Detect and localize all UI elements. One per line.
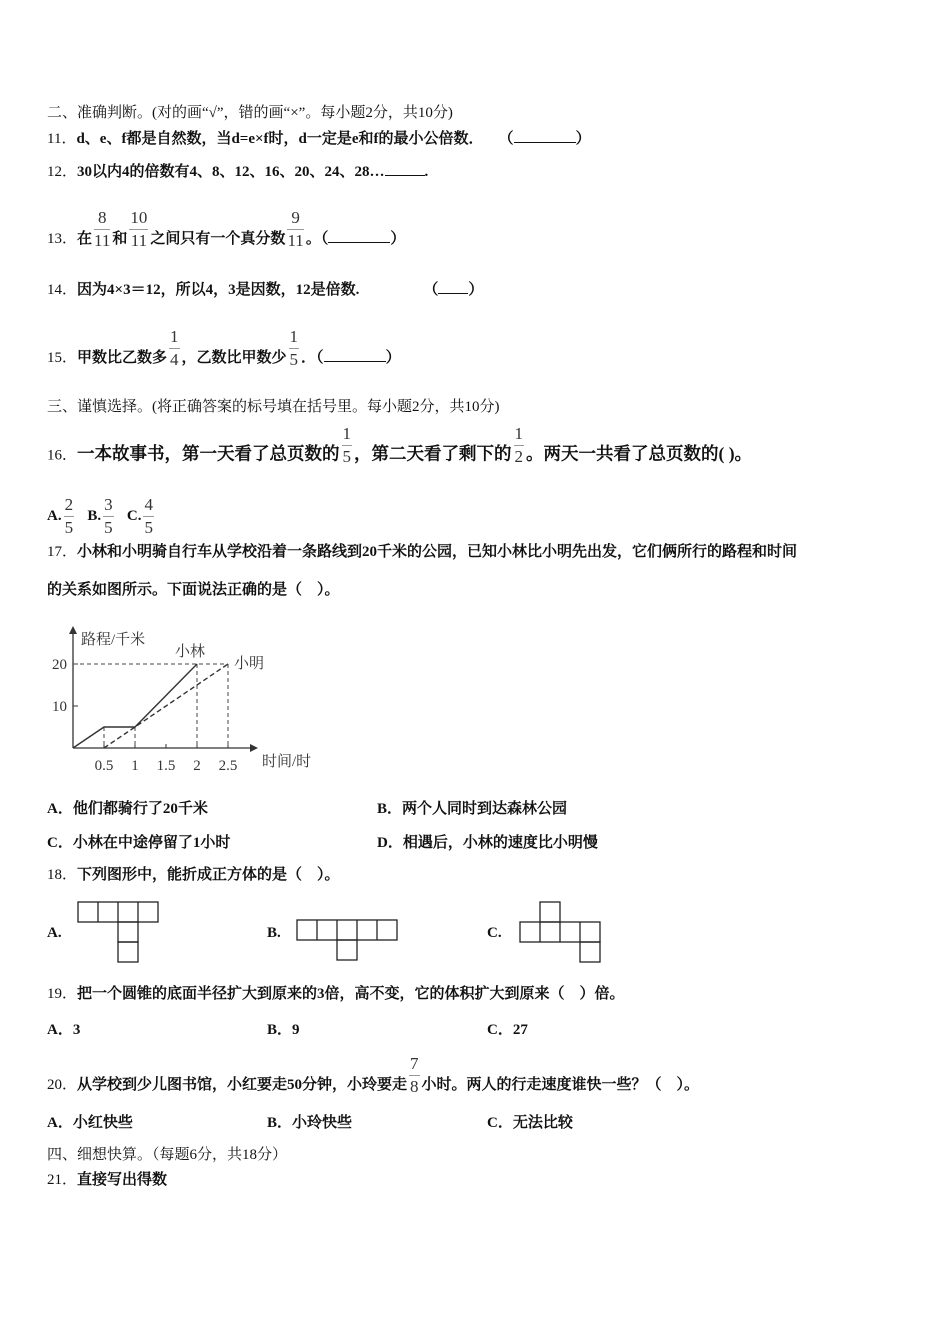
q-number: 11． [47,131,77,147]
fraction: $\frac{1}{5}$ [289,327,299,369]
answer-blank[interactable] [438,279,468,294]
q18-option-a[interactable]: A. [47,925,62,941]
question-13 [47,208,406,260]
question-18 [47,865,340,885]
q-number: 21． [47,1172,78,1188]
answer-blank[interactable] [328,228,390,243]
section-2-title: 二、准确判断。(对的画“√”，错的画“×”。每小题2分，共10分) [47,105,453,121]
q17-option-d[interactable]: D．相遇后，小林的速度比小明慢 [377,835,598,851]
question-14 [47,279,483,300]
y-axis-label: 路程/千米 [81,632,146,648]
q-number: 12． [47,164,78,180]
fraction: $\frac{1}{5}$ [342,424,352,466]
q-text: 因为4×3＝12，所以4，3是因数，12是倍数. [77,282,360,298]
fraction: $\frac{2}{5}$ [64,495,74,537]
q-text: 从学校到少儿图书馆，小红要走50分钟，小玲要走 [77,1076,408,1093]
section-4-title: 四、细想快算。（每题6分，共18分） [47,1147,288,1163]
q-text: ，第二天看了剩下的 [354,443,512,464]
fraction: $\frac{1}{4}$ [170,327,179,369]
q17-option-a[interactable]: A．他们都骑行了20千米 [47,801,208,817]
q-text: 。（ [305,230,329,247]
q19-option-c[interactable]: C．27 [487,1022,528,1038]
paren: ） [468,282,484,298]
option-label[interactable]: B. [87,507,102,524]
q-text: 一本故事书，第一天看了总页数的 [77,443,340,464]
q-number: 19． [47,986,78,1002]
q17-option-b[interactable]: B．两个人同时到达森林公园 [377,801,568,817]
cube-net-a [76,900,166,964]
cube-net-b [270,918,400,964]
q-text: 直接写出得数 [77,1172,168,1188]
x-axis-label: 时间/时 [262,754,312,770]
q-number: 18． [47,867,78,883]
paren: （ [423,282,439,298]
question-17 [47,542,797,562]
q17-option-c[interactable]: C．小林在中途停留了1小时 [47,835,231,851]
q-text: 在 [77,230,93,247]
fraction: $\frac{9}{11}$ [287,208,304,250]
series-line-xiaoming [104,664,228,748]
x-tick-label: 0.5 [94,758,114,774]
q-text: 下列图形中，能折成正方体的是（ ）。 [77,867,340,883]
q19-option-a[interactable]: A．3 [47,1022,81,1038]
fraction: $\frac{7}{8}$ [410,1054,419,1096]
paren: ） [575,131,591,147]
q20-option-b[interactable]: B．小玲快些 [267,1115,353,1131]
q-number: 16． [47,447,78,464]
answer-blank[interactable] [324,347,386,362]
x-axis-arrow [250,744,258,752]
question-20 [47,1054,700,1106]
q-end: . [424,164,429,180]
q18-option-b[interactable]: B. [267,925,281,941]
series-label: 小明 [234,656,265,672]
option-label[interactable]: C. [126,507,142,524]
q-text: 把一个圆锥的底面半径扩大到原来的3倍，高不变，它的体积扩大到原来（ ）倍。 [77,986,625,1002]
x-tick-label: 2 [193,758,201,774]
series-label: 小林 [175,644,206,660]
question-19 [47,984,625,1004]
y-tick-label: 10 [52,699,67,715]
q-number: 14． [47,282,78,298]
question-21 [47,1170,167,1190]
q-text: 。两天一共看了总页数的( )。 [526,443,753,464]
q19-option-b[interactable]: B．9 [267,1022,300,1038]
q18-option-c[interactable]: C. [487,925,502,941]
q-text: 30以内4的倍数有4、8、12、16、20、24、28… [77,164,385,180]
y-tick-label: 20 [52,657,67,673]
q-text: ．（ [301,349,324,366]
cube-net-c [514,900,604,966]
question-17-line2: 的关系如图所示。下面说法正确的是（ ）。 [47,582,340,598]
q-number: 13． [47,230,78,247]
q-number: 15． [47,349,78,366]
answer-blank[interactable] [514,128,576,143]
question-11 [47,128,591,149]
q-text: d、e、f都是自然数，当d=e×f时，d一定是e和f的最小公倍数． [76,131,484,147]
q16-options [47,496,156,537]
fraction: $\frac{10}{11}$ [130,208,148,250]
section-3-title: 三、谨慎选择。(将正确答案的标号填在括号里。每小题2分，共10分) [47,399,500,415]
q-number: 20． [47,1076,78,1093]
distance-time-chart [40,620,340,780]
fraction: $\frac{1}{2}$ [514,424,524,466]
question-12 [47,161,428,182]
y-axis-arrow [69,626,77,634]
x-tick-label: 1.5 [156,758,176,774]
paren: ） [390,230,406,247]
q-text: 和 [112,230,128,247]
question-15 [47,327,401,379]
paren: ） [385,349,401,366]
q20-option-c[interactable]: C．无法比较 [487,1115,573,1131]
q-text: ，乙数比甲数少 [181,349,287,366]
q-text: 小时。两人的行走速度谁快一些？（ ）。 [421,1076,700,1093]
q-text: 甲数比乙数多 [77,349,168,366]
x-tick-label: 2.5 [218,758,238,774]
answer-blank[interactable] [385,161,425,176]
fraction: $\frac{8}{11}$ [94,208,111,250]
x-tick-label: 1 [131,758,139,774]
question-16 [47,424,753,476]
q-text: 之间只有一个真分数 [150,230,286,247]
q20-option-a[interactable]: A．小红快些 [47,1115,133,1131]
fraction: $\frac{4}{5}$ [144,495,153,537]
option-label[interactable]: A. [47,507,62,524]
fraction: $\frac{3}{5}$ [104,495,113,537]
q-text: 小林和小明骑自行车从学校沿着一条路线到20千米的公园，已知小林比小明先出发，它们俩所行的路程和时间 [77,544,798,560]
q-number: 17． [47,544,78,560]
paren: （ [498,131,514,147]
